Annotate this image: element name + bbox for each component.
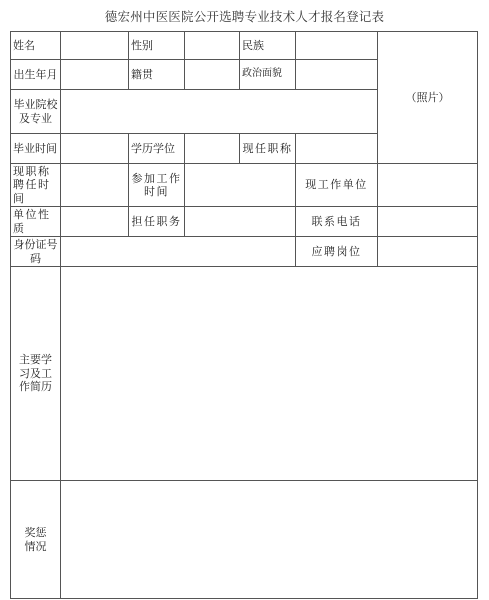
current-title-label: 现任职称 [240,134,296,164]
title-appointment-time-field[interactable] [61,164,129,207]
birth-label: 出生年月 [11,60,61,90]
awards-label: 奖惩情况 [11,481,61,599]
form-row-appointment [11,164,478,207]
awards-field[interactable] [61,481,478,599]
employer-nature-field[interactable] [61,207,129,237]
applied-post-label: 应聘岗位 [296,237,378,267]
current-position-label: 担任职务 [129,207,185,237]
gender-label: 性别 [129,32,185,60]
resume-field[interactable] [61,267,478,481]
form-row-name [11,32,478,60]
native-place-label: 籍贯 [129,60,185,90]
form-row-awards [11,481,478,599]
current-position-field[interactable] [185,207,296,237]
native-place-field[interactable] [185,60,240,90]
form-row-id [11,237,478,267]
work-start-time-field[interactable] [185,164,296,207]
ethnicity-field[interactable] [296,32,378,60]
registration-form [10,31,478,599]
employer-nature-label: 单位性质 [11,207,61,237]
name-field[interactable] [61,32,129,60]
phone-field[interactable] [378,207,478,237]
phone-label: 联系电话 [296,207,378,237]
id-number-label: 身份证号码 [11,237,61,267]
political-status-label: 政治面貌 [240,60,296,90]
gender-field[interactable] [185,32,240,60]
photo-box[interactable]: （照片） [378,32,478,164]
id-number-field[interactable] [61,237,296,267]
applied-post-field[interactable] [378,237,478,267]
work-start-time-label: 参加工作时间 [129,164,185,207]
school-major-field[interactable] [61,90,378,134]
form-row-employer [11,207,478,237]
school-major-label: 毕业院校及专业 [11,90,61,134]
current-title-field[interactable] [296,134,378,164]
form-row-resume [11,267,478,481]
resume-label: 主要学习及工作简历 [11,267,61,481]
graduation-time-field[interactable] [61,134,129,164]
document-title: 德宏州中医医院公开选聘专业技术人才报名登记表 [104,9,385,24]
degree-label: 学历学位 [129,134,185,164]
current-employer-label: 现工作单位 [296,164,378,207]
ethnicity-label: 民族 [240,32,296,60]
degree-field[interactable] [185,134,240,164]
name-label: 姓名 [11,32,61,60]
current-employer-field[interactable] [378,164,478,207]
political-status-field[interactable] [296,60,378,90]
title-appointment-time-label: 现职称聘任时间 [11,164,61,207]
graduation-time-label: 毕业时间 [11,134,61,164]
birth-field[interactable] [61,60,129,90]
